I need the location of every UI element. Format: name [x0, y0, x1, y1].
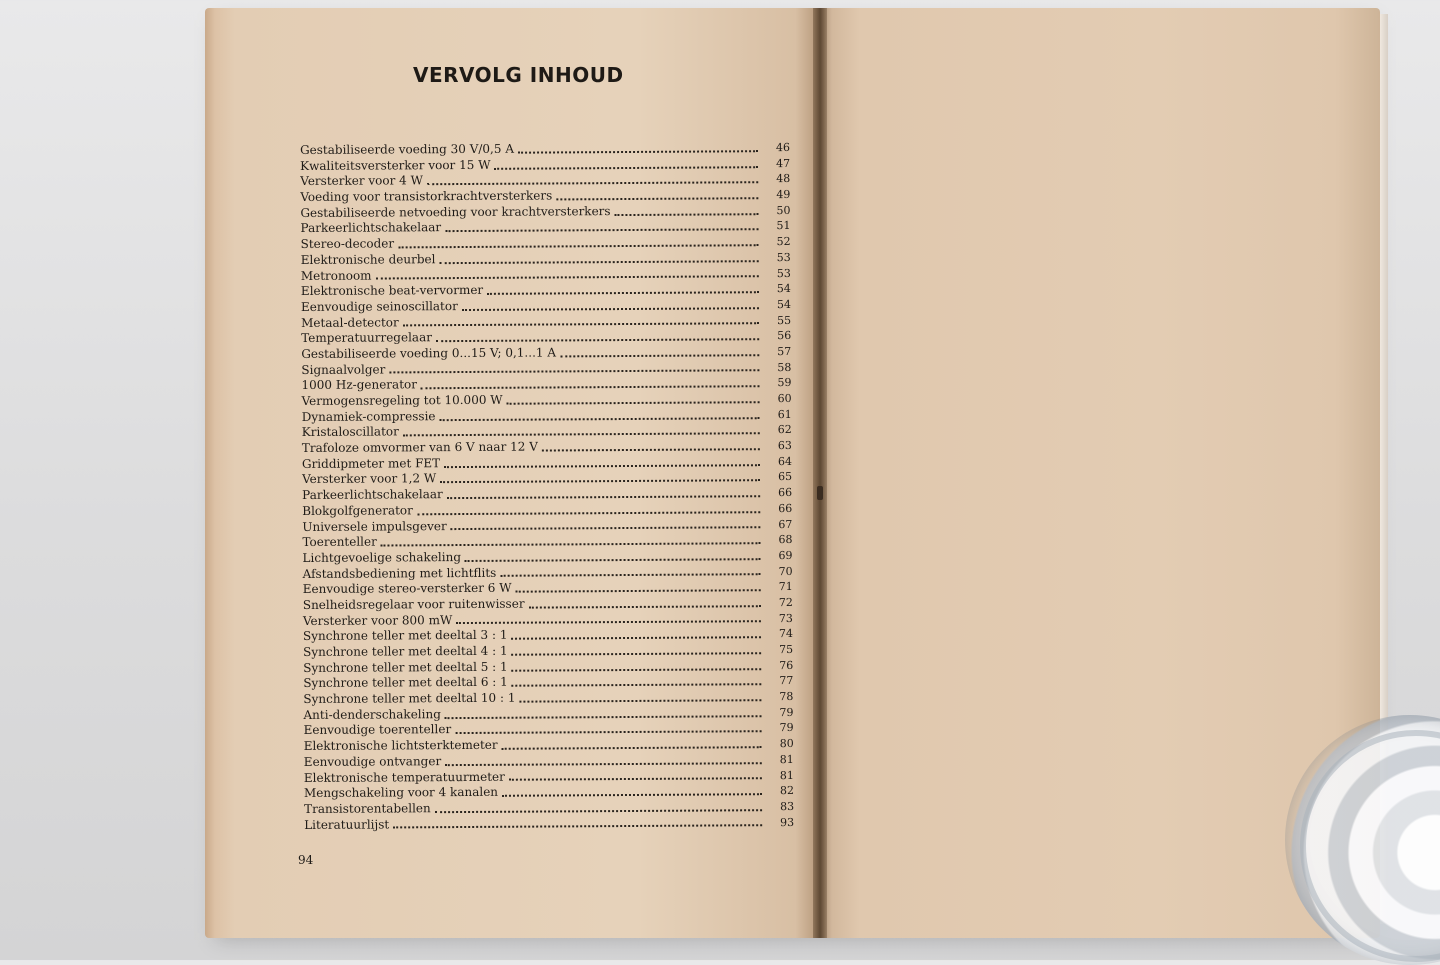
binding-staple	[817, 486, 823, 500]
toc-entry-page: 60	[777, 392, 792, 406]
toc-leader-dots	[445, 228, 758, 232]
toc-entry-title: Synchrone teller met deeltal 4 : 1	[303, 643, 508, 659]
toc-entry-page: 53	[776, 250, 791, 264]
toc-entry-page: 76	[779, 658, 794, 672]
toc-entry-page: 53	[776, 266, 791, 280]
toc-leader-dots	[389, 370, 759, 374]
toc-leader-dots	[495, 166, 759, 170]
toc-entry-page: 75	[779, 642, 794, 657]
toc-leader-dots	[436, 338, 759, 342]
toc-entry-page: 54	[776, 297, 792, 311]
toc-entry-title: Literatuurlijst	[304, 817, 390, 832]
toc-entry-title: Versterker voor 1,2 W	[302, 471, 437, 487]
toc-leader-dots	[398, 244, 758, 248]
toc-entry-title: Elektronische lichtsterktemeter	[303, 737, 498, 754]
toc-entry	[304, 815, 794, 834]
toc-entry-page: 66	[778, 486, 793, 500]
toc-entry-title: Snelheidsregelaar voor ruitenwisser	[302, 596, 525, 612]
toc-leader-dots	[403, 432, 760, 436]
book-spine	[813, 8, 827, 938]
toc-entry-title: Eenvoudige stereo-versterker 6 W	[302, 580, 512, 597]
toc-entry-title: Gestabiliseerde voeding 0...15 V; 0,1...1 A	[301, 345, 557, 361]
toc-entry-page: 82	[779, 784, 795, 798]
toc-entry-page: 67	[778, 517, 793, 531]
toc-leader-dots	[615, 213, 759, 216]
toc-entry-page: 46	[775, 141, 791, 155]
toc-leader-dots	[512, 668, 762, 672]
toc-entry-title: Gestabiliseerde voeding 30 V/0,5 A	[300, 141, 515, 157]
toc-entry-page: 48	[776, 172, 791, 186]
toc-entry-title: Kwaliteitsversterker voor 15 W	[300, 157, 491, 173]
toc-leader-dots	[456, 621, 761, 625]
toc-entry-page: 57	[777, 344, 792, 359]
toc-entry-title: Anti-denderschakeling	[303, 706, 441, 722]
toc-entry-title: Synchrone teller met deeltal 6 : 1	[303, 675, 508, 691]
toc-leader-dots	[427, 181, 758, 185]
toc-entry-page: 62	[777, 423, 792, 437]
toc-entry-page: 74	[778, 627, 794, 641]
toc-entry-title: Metaal-detector	[301, 314, 399, 330]
toc-leader-dots	[487, 291, 759, 295]
toc-entry-title: Parkeerlichtschakelaar	[302, 487, 443, 503]
toc-entry-page: 50	[776, 203, 791, 217]
toc-entry-page: 78	[779, 690, 794, 704]
toc-entry-title: Afstandsbediening met lichtflits	[302, 565, 497, 581]
toc-entry-title: Dynamiek-compressie	[301, 408, 436, 424]
toc-entry-page: 72	[778, 595, 793, 610]
toc-leader-dots	[516, 589, 761, 592]
toc-entry-title: Eenvoudige seinoscillator	[300, 298, 458, 314]
toc-entry-title: Synchrone teller met deeltal 5 : 1	[303, 659, 508, 675]
toc-leader-dots	[512, 652, 762, 656]
toc-entry-title: Synchrone teller met deeltal 3 : 1	[302, 628, 508, 644]
toc-entry-title: Gestabiliseerde netvoeding voor krachtversterkers	[300, 203, 611, 220]
toc-leader-dots	[403, 323, 759, 327]
toc-entry-page: 69	[778, 548, 793, 562]
toc-leader-dots	[512, 683, 762, 687]
toc-entry-page: 83	[780, 799, 795, 813]
toc-leader-dots	[381, 542, 761, 546]
toc-entry-page: 51	[776, 219, 791, 233]
toc-leader-dots	[507, 401, 760, 405]
toc-entry-page: 73	[778, 611, 793, 625]
toc-entry-page: 49	[776, 188, 791, 202]
toc-entry-title: Parkeerlichtschakelaar	[300, 220, 442, 236]
toc-entry-title: Elektronische deurbel	[300, 251, 436, 267]
toc-entry-title: Toerenteller	[302, 534, 377, 550]
toc-entry-page: 93	[780, 815, 795, 829]
toc-entry-page: 58	[777, 360, 792, 374]
toc-entry-title: Voeding voor transistorkrachtversterkers	[300, 188, 553, 205]
toc-entry-page: 81	[779, 768, 794, 782]
toc-entry-title: Stereo-decoder	[300, 236, 395, 252]
toc-leader-dots	[509, 778, 762, 782]
toc-leader-dots	[500, 574, 760, 578]
toc-entry-title: Mengschakeling voor 4 kanalen	[303, 784, 499, 801]
toc-leader-dots	[556, 197, 758, 200]
toc-entry-page: 63	[777, 439, 792, 453]
toc-leader-dots	[440, 479, 760, 483]
page-heading: VERVOLG INHOUD	[413, 63, 624, 87]
toc-entry-page: 70	[778, 564, 793, 578]
toc-leader-dots	[445, 762, 762, 766]
toc-leader-dots	[529, 605, 761, 608]
toc-leader-dots	[465, 558, 761, 562]
toc-leader-dots	[393, 825, 762, 829]
toc-entry-page: 52	[776, 235, 791, 249]
toc-leader-dots	[445, 715, 762, 719]
toc-entry-title: Temperatuurregelaar	[301, 330, 432, 346]
toc-entry-title: Transistorentabellen	[304, 801, 431, 816]
toc-leader-dots	[435, 809, 762, 813]
toc-leader-dots	[542, 448, 760, 451]
toc-entry-title: Elektronische beat-vervormer	[300, 283, 484, 299]
toc-entry-page: 68	[778, 533, 793, 547]
table-of-contents	[300, 140, 794, 833]
toc-entry-title: Metronoom	[300, 268, 372, 283]
toc-leader-dots	[444, 464, 760, 468]
toc-entry-title: Lichtgevoelige schakeling	[302, 549, 462, 565]
toc-leader-dots	[421, 385, 760, 389]
toc-leader-dots	[502, 746, 762, 750]
toc-leader-dots	[502, 793, 762, 797]
toc-entry-page: 54	[776, 282, 791, 296]
toc-leader-dots	[447, 495, 760, 499]
page-number: 94	[298, 853, 314, 867]
toc-entry-title: Eenvoudige ontvanger	[303, 753, 442, 769]
toc-entry-title: 1000 Hz-generator	[301, 377, 418, 393]
toc-entry-page: 47	[776, 156, 791, 170]
toc-entry-title: Trafoloze omvormer van 6 V naar 12 V	[301, 439, 538, 456]
toc-leader-dots	[376, 276, 759, 280]
toc-entry-page: 65	[778, 470, 793, 484]
toc-leader-dots	[451, 527, 761, 531]
toc-entry-page: 61	[777, 407, 792, 421]
toc-entry-page: 56	[777, 329, 792, 343]
toc-leader-dots	[439, 260, 758, 264]
toc-leader-dots	[560, 354, 759, 357]
toc-leader-dots	[520, 699, 762, 702]
toc-entry-page: 64	[777, 454, 792, 468]
toc-entry-page: 71	[778, 580, 793, 594]
toc-entry-page: 80	[779, 737, 794, 751]
toc-entry-title: Versterker voor 800 mW	[302, 612, 453, 628]
toc-leader-dots	[518, 150, 758, 153]
toc-entry-title: Blokgolfgenerator	[302, 503, 413, 518]
toc-entry-title: Synchrone teller met deeltal 10 : 1	[303, 690, 516, 707]
toc-entry-title: Kristaloscillator	[301, 424, 399, 440]
toc-entry-page: 59	[777, 376, 792, 390]
toc-entry-title: Eenvoudige toerenteller	[303, 722, 452, 738]
toc-entry-title: Universele impulsgever	[302, 518, 447, 534]
toc-leader-dots	[511, 636, 761, 640]
toc-entry-title: Signaalvolger	[301, 362, 386, 377]
toc-entry-title: Vermogensregeling tot 10.000 W	[301, 392, 503, 408]
toc-entry-page: 79	[779, 705, 794, 719]
toc-leader-dots	[440, 417, 760, 421]
toc-entry-page: 79	[779, 721, 794, 735]
toc-entry-page: 77	[779, 674, 794, 688]
toc-entry-page: 81	[779, 752, 794, 766]
toc-leader-dots	[462, 307, 759, 311]
toc-leader-dots	[455, 730, 761, 734]
toc-leader-dots	[417, 511, 760, 515]
toc-entry-page: 66	[778, 501, 793, 515]
toc-entry-title: Versterker voor 4 W	[300, 173, 423, 189]
toc-entry-title: Elektronische temperatuurmeter	[303, 769, 505, 785]
toc-entry-title: Griddipmeter met FET	[301, 455, 441, 471]
toc-entry-page: 55	[777, 313, 792, 327]
